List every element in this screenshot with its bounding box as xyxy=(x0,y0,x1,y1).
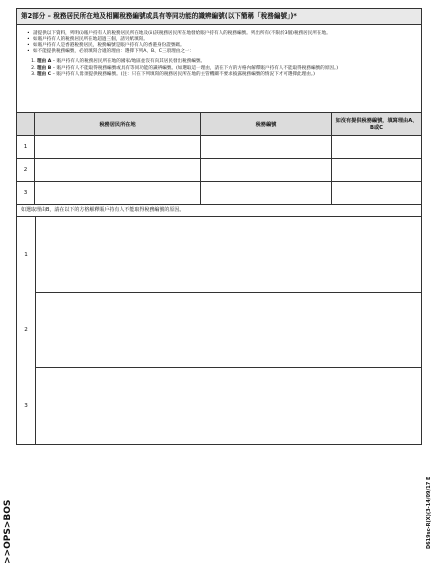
reason-code-header: 如沒有提供稅務編號，填寫理由A、B或C xyxy=(332,113,422,136)
instruction-bullet: • 如賬戶持有人的稅務居民所在地超過三個，請另紙填寫。 xyxy=(29,37,415,43)
routing-code: >>OPS>BOS xyxy=(3,499,13,565)
row-number: 3 xyxy=(17,182,35,205)
reason-code-field[interactable] xyxy=(332,136,422,159)
reason-row-number: 2 xyxy=(24,327,28,334)
row-number-header xyxy=(17,113,35,136)
reason-b-text: – 賬戶持有人不能取得稅務編號或具有等同功能的識辨編號。(如選取這一理由，請在下方的方格內解釋賬戶持有人不能取得稅務編號的原因。) xyxy=(51,65,339,71)
tax-number-header: 稅務編號 xyxy=(201,113,332,136)
reason-explanation-field[interactable] xyxy=(36,293,421,369)
reason-list xyxy=(23,59,415,78)
reason-b xyxy=(37,66,415,72)
instruction-bullet: • 如賬戶持有人是香港稅務居民，稅務編號是賬戶持有人的香港身份證號碼。 xyxy=(29,43,415,49)
reason-a-text: – 賬戶持有人的稅務居民所在地的國家/地區並沒有向其居民發出稅務編號。 xyxy=(51,59,206,64)
tax-number-field[interactable] xyxy=(201,136,332,159)
reason-c xyxy=(37,72,415,78)
reason-c-code: 理由 C xyxy=(37,72,52,77)
table-row xyxy=(17,159,422,182)
table-row xyxy=(17,182,422,205)
table-row xyxy=(17,136,422,159)
reason-a-code: 理由 A xyxy=(37,59,52,64)
reason-b-explanations xyxy=(16,217,422,445)
tax-residency-table xyxy=(16,112,422,205)
instruction-bullets xyxy=(23,31,415,55)
reason-a xyxy=(37,59,415,65)
reason-b-header: 如選取理由B，請在以下的方格解釋賬戶持有人不能取得稅務編號的原因。 xyxy=(16,205,422,217)
reason-field-column xyxy=(36,217,421,444)
instructions xyxy=(16,25,422,112)
table-header-row xyxy=(17,113,422,136)
instruction-bullet: • 請提供以下資料，列明(i)賬戶持有人的稅務居民所在地及(ii)該稅務居民所在地發給賬戶持有人的稅務編號。列出所有(不限於3個)稅務居民所在地。 xyxy=(29,31,415,37)
reason-b-code: 理由 B xyxy=(37,65,52,71)
reason-c-text: – 賬戶持有人毋須提供稅務編號。(注：只在下列填寫的稅務居民所在地的主管機關不要求披露稅務編號的情況下才可選擇此理由。) xyxy=(51,72,315,77)
jurisdiction-field[interactable] xyxy=(35,182,201,205)
reason-number-column xyxy=(17,217,36,444)
reason-row-number: 3 xyxy=(24,402,28,409)
part-2-header: 第2部分 – 稅務居民所在地及相關稅務編號或具有等同功能的識辨編號(以下簡稱「稅務編號」)* xyxy=(16,8,422,25)
tax-residency-form xyxy=(16,8,422,445)
instruction-bullet: • 如不能提供稅務編號，必須填寫合適的理由：選擇下列A、B、C三項理由之一： xyxy=(29,49,415,55)
tax-number-field[interactable] xyxy=(201,159,332,182)
row-number: 1 xyxy=(17,136,35,159)
reason-explanation-field[interactable] xyxy=(36,368,421,444)
tax-number-field[interactable] xyxy=(201,182,332,205)
reason-row-number: 1 xyxy=(24,251,28,258)
reason-code-field[interactable] xyxy=(332,182,422,205)
row-number: 2 xyxy=(17,159,35,182)
reason-code-field[interactable] xyxy=(332,159,422,182)
jurisdiction-field[interactable] xyxy=(35,159,201,182)
jurisdiction-field[interactable] xyxy=(35,136,201,159)
form-code: D619sc-R(X)(3-14/09/17 E xyxy=(426,476,432,550)
jurisdiction-header: 稅務居民所在地 xyxy=(35,113,201,136)
reason-explanation-field[interactable] xyxy=(36,217,421,293)
